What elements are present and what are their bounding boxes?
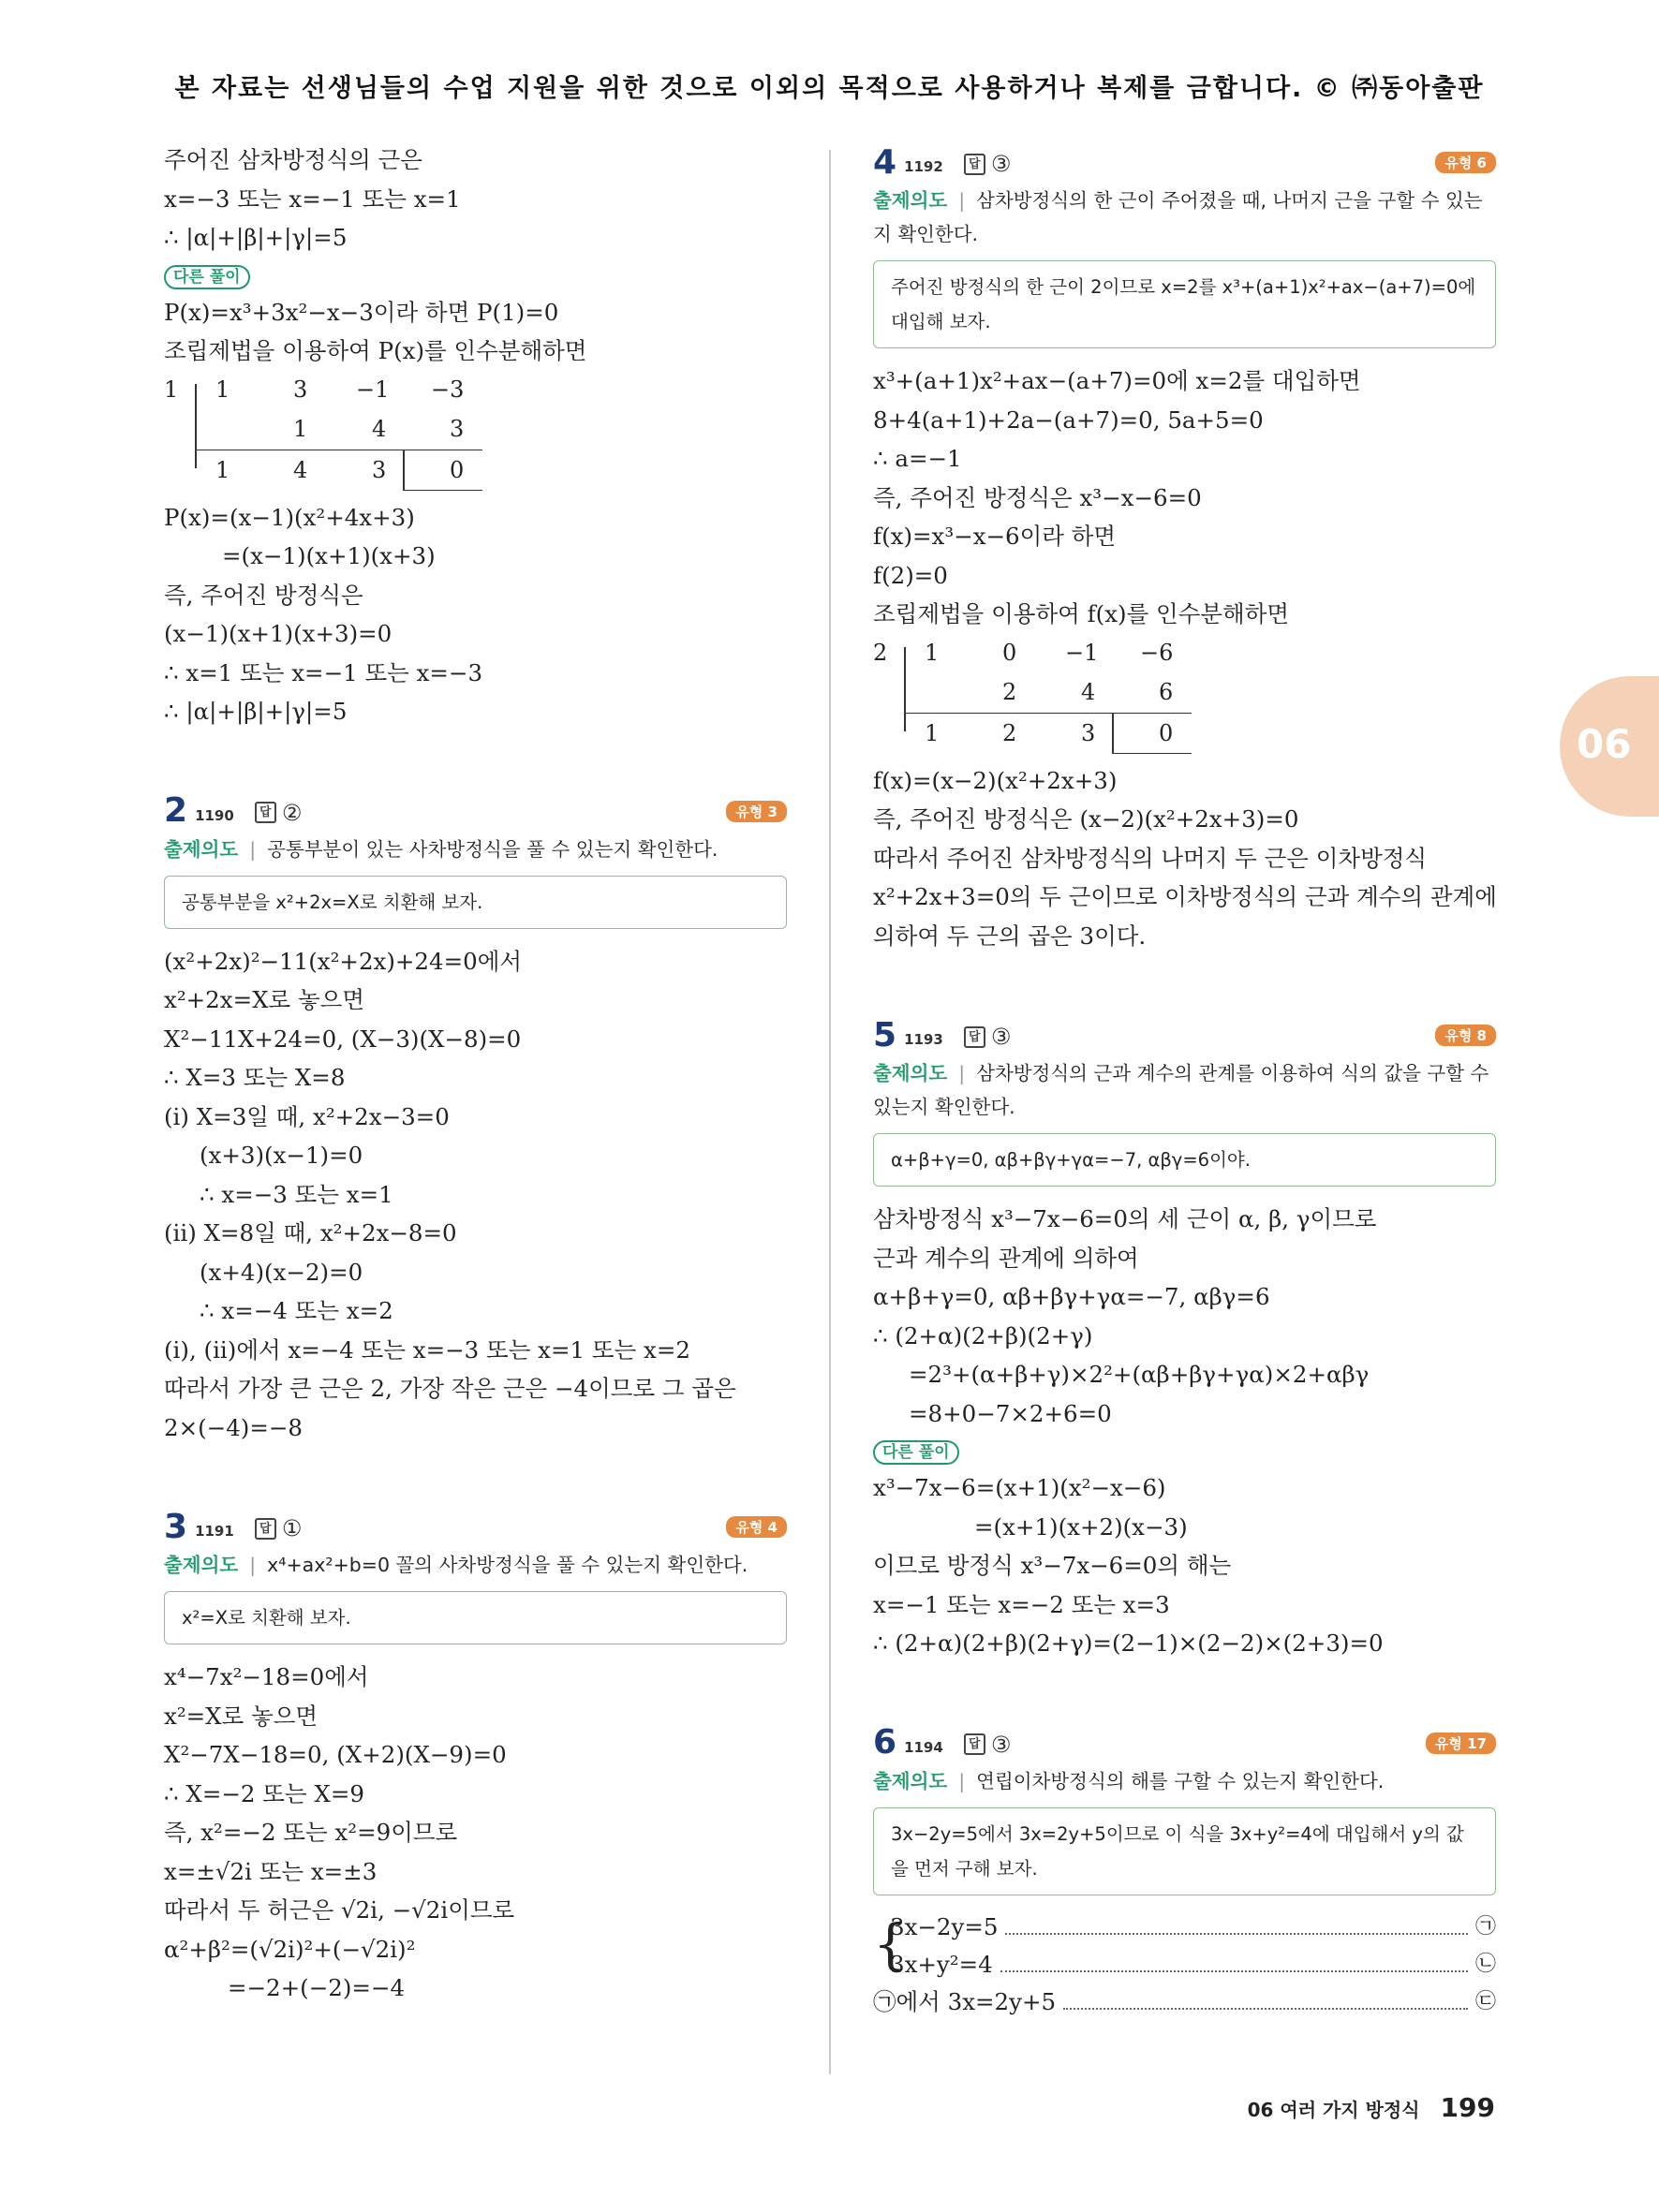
text-line: (ii) X=8일 때, x²+2x−8=0 <box>164 1219 457 1246</box>
text-line: =−2+(−2)=−4 <box>228 1974 406 2001</box>
question-header-2 <box>164 789 787 833</box>
synth-cell: 3 <box>293 376 308 403</box>
hint-box: 주어진 방정식의 한 근이 2이므로 x=2를 x³+(a+1)x²+ax−(a+7)=0에 대입해 보자. <box>873 260 1496 348</box>
text-line: 조립제법을 이용하여 P(x)를 인수분해하면 <box>164 337 587 364</box>
text-line: ∴ X=3 또는 X=8 <box>164 1064 346 1091</box>
synth-cell: 2 <box>1002 678 1017 705</box>
question-header-4 <box>873 140 1496 184</box>
answer-value: ③ <box>990 151 1012 177</box>
text-line: α+β+γ=0, αβ+βγ+γα=−7, αβγ=6 <box>873 1283 1270 1310</box>
text-line: (x−1)(x+1)(x+3)=0 <box>164 620 393 647</box>
text-line: 주어진 삼차방정식의 근은 <box>164 146 422 173</box>
question-number: 6 <box>873 1723 897 1762</box>
column-divider <box>829 150 831 2074</box>
text-line: ∴ |α|+|β|+|γ|=5 <box>164 224 348 251</box>
text-line: 따라서 두 허근은 √2i, −√2i이므로 <box>164 1896 515 1924</box>
text-line: ∴ x=−3 또는 x=1 <box>200 1180 393 1208</box>
text-line: x²+2x+3=0의 두 근이므로 이차방정식의 근과 계수의 관계에 <box>873 883 1497 910</box>
intent-line: 출제의도 | x⁴+ax²+b=0 꼴의 사차방정식을 풀 수 있는지 확인한다. <box>164 1554 748 1576</box>
text-line: 즉, x²=−2 또는 x²=9이므로 <box>164 1819 458 1846</box>
synth-cell: 1 <box>293 415 308 442</box>
chapter-tab-label: 06 <box>1577 721 1632 767</box>
text-line: 즉, 주어진 방정식은 <box>164 581 363 609</box>
page-number: 199 <box>1440 2092 1495 2123</box>
question-header-5 <box>873 1013 1496 1056</box>
right-column <box>873 140 1496 2021</box>
type-badge: 유형 8 <box>1435 1025 1496 1046</box>
synth-cell: 3 <box>1081 719 1096 746</box>
type-badge: 유형 6 <box>1435 152 1496 173</box>
question-number: 4 <box>873 142 897 182</box>
intent-text: 연립이차방정식의 해를 구할 수 있는지 확인한다. <box>976 1769 1385 1792</box>
text-line: 삼차방정식 x³−7x−6=0의 세 근이 α, β, γ이므로 <box>873 1205 1377 1232</box>
question-code: 1194 <box>904 1738 943 1756</box>
synth-divisor: 2 <box>873 639 888 666</box>
text-line: ∴ X=−2 또는 X=9 <box>164 1779 364 1807</box>
text-line: (x+4)(x−2)=0 <box>200 1258 363 1286</box>
text-line: =2³+(α+β+γ)×2²+(αβ+βγ+γα)×2+αβγ <box>909 1361 1370 1388</box>
intent-text: 공통부분이 있는 사차방정식을 풀 수 있는지 확인한다. <box>267 837 718 861</box>
type-badge: 유형 17 <box>1426 1733 1496 1754</box>
text-line: 8+4(a+1)+2a−(a+7)=0, 5a+5=0 <box>873 406 1264 434</box>
question-code: 1192 <box>904 158 943 175</box>
synth-cell: 2 <box>1002 719 1017 746</box>
synth-cell: −3 <box>431 376 465 403</box>
synth-cell: −1 <box>356 376 390 403</box>
text-line: x=−1 또는 x=−2 또는 x=3 <box>873 1590 1170 1618</box>
system-row <box>890 1946 1496 1983</box>
text-line: 즉, 주어진 방정식은 x³−x−6=0 <box>873 483 1202 511</box>
question-number: 5 <box>873 1015 897 1054</box>
copyright-notice: 본 자료는 선생님들의 수업 지원을 위한 것으로 이외의 목적으로 사용하거나 복제를 금합니다. © ㈜동아출판 <box>174 74 1485 103</box>
synth-cell: 3 <box>372 456 387 483</box>
synth-cell: 3 <box>450 415 465 442</box>
text-line: ∴ a=−1 <box>873 445 962 472</box>
text-line: X²−11X+24=0, (X−3)(X−8)=0 <box>164 1025 522 1053</box>
synth-cell: 1 <box>215 456 230 483</box>
intent-line: 출제의도 | 삼차방정식의 근과 계수의 관계를 이용하여 식의 값을 구할 수 있는지 확인한다. <box>873 1062 1489 1118</box>
question-code: 1191 <box>195 1523 234 1540</box>
text-line: 즉, 주어진 방정식은 (x−2)(x²+2x+3)=0 <box>873 805 1299 833</box>
answer-value: ① <box>281 1515 303 1541</box>
text-line: 2×(−4)=−8 <box>164 1413 303 1441</box>
text-line: f(x)=x³−x−6이라 하면 <box>873 523 1117 550</box>
text-line: (x+3)(x−1)=0 <box>200 1142 363 1169</box>
text-line: ∴ (2+α)(2+β)(2+γ)=(2−1)×(2−2)×(2+3)=0 <box>873 1630 1384 1657</box>
question-header-3 <box>164 1505 787 1548</box>
text-line: (i), (ii)에서 x=−4 또는 x=−3 또는 x=1 또는 x=2 <box>164 1335 690 1364</box>
text-line: 조립제법을 이용하여 f(x)를 인수분해하면 <box>873 600 1290 627</box>
text-line: ∴ x=1 또는 x=−1 또는 x=−3 <box>164 658 483 686</box>
answer-icon: 답 <box>964 1026 985 1048</box>
system-row <box>873 1983 1496 2021</box>
answer-icon: 답 <box>964 154 985 175</box>
synth-remainder: 0 <box>450 456 465 483</box>
text-line: =(x+1)(x+2)(x−3) <box>974 1512 1188 1541</box>
page-footer <box>1248 2092 1495 2123</box>
question-number: 2 <box>164 791 188 830</box>
text-line: ∴ x=−4 또는 x=2 <box>200 1297 393 1324</box>
equation-system <box>873 1909 1496 1983</box>
text-line: =(x−1)(x+1)(x+3) <box>222 542 436 569</box>
text-line: P(x)=x³+3x²−x−3이라 하면 P(1)=0 <box>164 298 559 326</box>
answer-value: ② <box>281 799 303 826</box>
answer-icon: 답 <box>255 1518 276 1540</box>
hint-box: 3x−2y=5에서 3x=2y+5이므로 이 식을 3x+y²=4에 대입해서 y의 값을 먼저 구해 보자. <box>873 1807 1496 1895</box>
system-row <box>890 1909 1496 1946</box>
synth-cell: 1 <box>925 639 940 666</box>
text-line: x²+2x=X로 놓으면 <box>164 986 364 1013</box>
question-code: 1193 <box>904 1031 943 1048</box>
text-line: 의하여 두 근의 곱은 3이다. <box>873 922 1147 950</box>
synth-remainder: 0 <box>1159 719 1174 746</box>
text-line: 따라서 가장 큰 근은 2, 가장 작은 근은 −4이므로 그 곱은 <box>164 1375 736 1402</box>
text-line: P(x)=(x−1)(x²+4x+3) <box>164 503 415 531</box>
text-line: 근과 계수의 관계에 의하여 <box>873 1244 1139 1272</box>
answer-icon: 답 <box>964 1733 985 1755</box>
system-equation: ㉠에서 3x=2y+5 <box>873 1987 1057 2015</box>
alt-solution-badge: 다른 풀이 <box>164 265 250 289</box>
synth-cell: 0 <box>1002 639 1017 666</box>
text-line: x³−7x−6=(x+1)(x²−x−6) <box>873 1474 1166 1501</box>
synth-cell: 1 <box>925 719 940 746</box>
answer-icon: 답 <box>255 802 276 823</box>
text-line: X²−7X−18=0, (X+2)(X−9)=0 <box>164 1741 507 1768</box>
text-line: x²=X로 놓으면 <box>164 1702 318 1730</box>
text-line: f(x)=(x−2)(x²+2x+3) <box>873 766 1118 794</box>
text-line: ∴ (2+α)(2+β)(2+γ) <box>873 1321 1093 1349</box>
system-equation: 3x−2y=5 <box>890 1912 999 1940</box>
text-line: α²+β²=(√2i)²+(−√2i)² <box>164 1935 416 1963</box>
text-line: ∴ |α|+|β|+|γ|=5 <box>164 698 348 725</box>
hint-box: x²=X로 치환해 보자. <box>164 1591 787 1644</box>
intent-text: 삼차방정식의 근과 계수의 관계를 이용하여 식의 값을 구할 수 있는지 확인한다. <box>873 1062 1489 1118</box>
synth-cell: 4 <box>1081 678 1096 705</box>
type-badge: 유형 3 <box>726 801 787 822</box>
hint-box: α+β+γ=0, αβ+βγ+γα=−7, αβγ=6이야. <box>873 1133 1496 1187</box>
intent-text: 삼차방정식의 한 근이 주어졌을 때, 나머지 근을 구할 수 있는지 확인한다. <box>873 189 1483 245</box>
synthetic-division <box>164 375 482 491</box>
synth-divisor: 1 <box>164 376 179 403</box>
intent-line: 출제의도 | 삼차방정식의 한 근이 주어졌을 때, 나머지 근을 구할 수 있는지 확인한다. <box>873 189 1483 245</box>
synth-cell: 4 <box>372 415 387 442</box>
text-line: (i) X=3일 때, x²+2x−3=0 <box>164 1102 450 1130</box>
intent-line: 출제의도 | 공통부분이 있는 사차방정식을 풀 수 있는지 확인한다. <box>164 837 718 861</box>
hint-box: 공통부분을 x²+2x=X로 치환해 보자. <box>164 876 787 929</box>
text-line: (x²+2x)²−11(x²+2x)+24=0에서 <box>164 947 523 975</box>
brace-icon: { <box>873 1911 908 1976</box>
synth-cell: 6 <box>1159 678 1174 705</box>
text-line: x³+(a+1)x²+ax−(a+7)=0에 x=2를 대입하면 <box>873 367 1361 394</box>
synth-cell: −6 <box>1140 639 1174 666</box>
intent-line: 출제의도 | 연립이차방정식의 해를 구할 수 있는지 확인한다. <box>873 1769 1385 1792</box>
text-line: x=±√2i 또는 x=±3 <box>164 1857 378 1885</box>
type-badge: 유형 4 <box>726 1516 787 1538</box>
text-line: f(2)=0 <box>873 561 948 589</box>
circled-mark: ㉡ <box>1474 1952 1496 1976</box>
synth-cell: 4 <box>293 456 308 483</box>
intent-text: x⁴+ax²+b=0 꼴의 사차방정식을 풀 수 있는지 확인한다. <box>267 1554 748 1576</box>
text-line: =8+0−7×2+6=0 <box>909 1399 1112 1427</box>
system-equation: 3x+y²=4 <box>890 1950 993 1978</box>
synthetic-division <box>873 638 1192 754</box>
circled-mark: ㉢ <box>1474 1989 1496 2013</box>
synth-cell: 1 <box>215 376 230 403</box>
answer-value: ③ <box>990 1731 1012 1758</box>
left-column <box>164 140 787 2008</box>
alt-solution-badge: 다른 풀이 <box>873 1440 959 1465</box>
synth-cell: −1 <box>1065 639 1099 666</box>
answer-value: ③ <box>990 1024 1012 1050</box>
circled-mark: ㉠ <box>1474 1914 1496 1939</box>
question-number: 3 <box>164 1507 188 1546</box>
chapter-title: 06 여러 가지 방정식 <box>1247 2099 1420 2121</box>
question-header-6 <box>873 1721 1496 1764</box>
text-line: 이므로 방정식 x³−7x−6=0의 해는 <box>873 1552 1232 1579</box>
text-line: 따라서 주어진 삼차방정식의 나머지 두 근은 이차방정식 <box>873 844 1428 872</box>
question-code: 1190 <box>195 806 234 824</box>
text-line: x=−3 또는 x=−1 또는 x=1 <box>164 184 461 213</box>
text-line: x⁴−7x²−18=0에서 <box>164 1663 369 1690</box>
